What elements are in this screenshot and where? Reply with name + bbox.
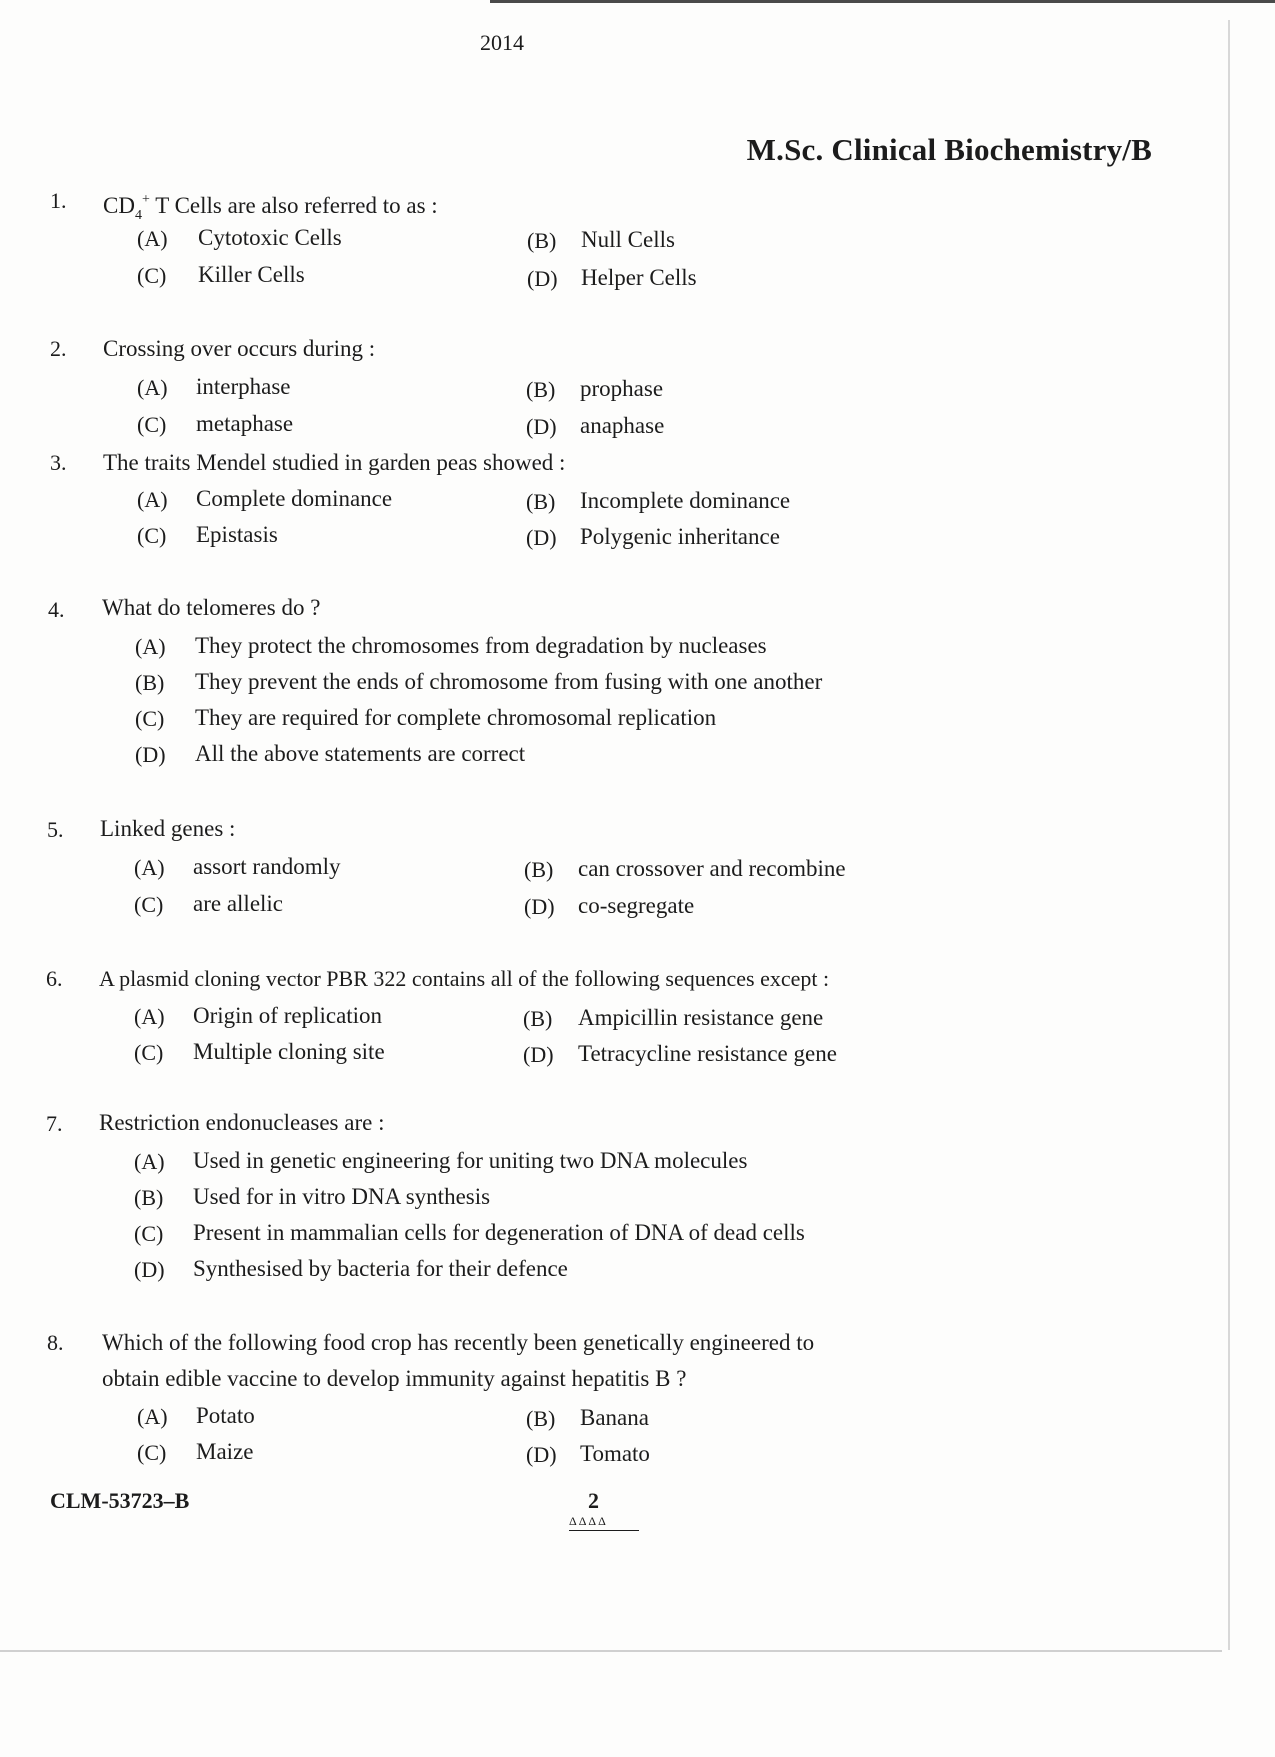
option-text: Ampicillin resistance gene [578, 1005, 824, 1030]
option-letter: (B) [135, 670, 165, 695]
question-stem: A plasmid cloning vector PBR 322 contains all of the following sequences except : [99, 966, 830, 991]
option-letter: (B) [526, 377, 556, 402]
option-text: Multiple cloning site [193, 1039, 385, 1064]
option-letter: (D) [526, 414, 557, 439]
page-marks: ΔΔΔΔ [569, 1514, 639, 1531]
option-text: They prevent the ends of chromosome from fusing with one another [195, 669, 823, 694]
question-number: 4. [48, 597, 65, 622]
page-number: 2 [588, 1488, 599, 1513]
option-letter: (C) [137, 263, 167, 288]
scan-top-edge [490, 0, 1275, 3]
option-letter: (A) [137, 1404, 168, 1429]
option-text: Complete dominance [196, 486, 393, 511]
option-text: Origin of replication [193, 1003, 383, 1028]
stem-superscript: + [141, 192, 150, 207]
option-text: Null Cells [581, 227, 675, 252]
stem-prefix: CD [103, 193, 135, 218]
option-text: Synthesised by bacteria for their defence [193, 1256, 568, 1281]
option-text: can crossover and recombine [578, 856, 846, 881]
option-text: Tetracycline resistance gene [578, 1041, 837, 1066]
option-letter: (D) [135, 742, 166, 767]
option-text: Helper Cells [581, 265, 697, 290]
option-letter: (C) [137, 1440, 167, 1465]
question-number: 7. [46, 1111, 63, 1136]
option-text: Polygenic inheritance [580, 524, 780, 549]
option-text: All the above statements are correct [195, 741, 526, 766]
option-letter: (D) [524, 894, 555, 919]
option-text: Tomato [580, 1441, 650, 1466]
option-letter: (C) [137, 412, 167, 437]
option-text: They protect the chromosomes from degradation by nucleases [195, 633, 767, 658]
option-letter: (D) [526, 525, 557, 550]
question-stem: Restriction endonucleases are : [99, 1110, 385, 1135]
option-letter: (C) [137, 523, 167, 548]
scan-right-edge [1228, 20, 1230, 1650]
option-text: Incomplete dominance [580, 488, 791, 513]
option-letter: (B) [526, 1406, 556, 1431]
scan-bottom-edge [0, 1650, 1222, 1652]
option-letter: (B) [134, 1185, 164, 1210]
stem-subscript: 4 [134, 208, 142, 223]
option-text: Used for in vitro DNA synthesis [193, 1184, 491, 1209]
option-text: Killer Cells [198, 262, 305, 287]
option-text: They are required for complete chromosomal replication [195, 705, 717, 730]
option-letter: (A) [135, 634, 166, 659]
option-text: Banana [580, 1405, 649, 1430]
question-stem-line-2: obtain edible vaccine to develop immunity against hepatitis B ? [102, 1366, 687, 1391]
question-number: 5. [47, 817, 64, 842]
stem-suffix: T Cells are also referred to as : [149, 193, 438, 218]
option-text: interphase [196, 374, 291, 399]
option-letter: (C) [135, 706, 165, 731]
option-letter: (B) [526, 489, 556, 514]
question-number: 8. [47, 1330, 64, 1355]
question-stem: What do telomeres do ? [102, 595, 321, 620]
exam-year: 2014 [480, 30, 524, 55]
question-stem-line-1: Which of the following food crop has recently been genetically engineered to [102, 1330, 815, 1355]
option-text: assort randomly [193, 854, 341, 879]
option-letter: (A) [134, 1004, 165, 1029]
option-letter: (A) [134, 855, 165, 880]
option-text: anaphase [580, 413, 665, 438]
option-letter: (B) [527, 228, 557, 253]
option-letter: (C) [134, 892, 164, 917]
option-letter: (D) [527, 266, 558, 291]
option-text: metaphase [196, 411, 294, 436]
option-letter: (B) [523, 1006, 553, 1031]
option-letter: (D) [526, 1442, 557, 1467]
question-stem: Linked genes : [100, 816, 236, 841]
option-text: Potato [196, 1403, 255, 1428]
option-letter: (C) [134, 1221, 164, 1246]
option-letter: (D) [134, 1257, 165, 1282]
option-text: co-segregate [578, 893, 695, 918]
option-text: Present in mammalian cells for degeneration of DNA of dead cells [193, 1220, 805, 1245]
option-letter: (A) [134, 1149, 165, 1174]
question-stem: The traits Mendel studied in garden peas showed : [103, 450, 566, 475]
option-letter: (A) [137, 487, 168, 512]
option-letter: (B) [524, 857, 554, 882]
option-letter: (C) [134, 1040, 164, 1065]
option-text: Maize [196, 1439, 254, 1464]
option-letter: (A) [137, 375, 168, 400]
question-number: 1. [50, 188, 67, 213]
option-text: Epistasis [196, 522, 278, 547]
option-text: are allelic [193, 891, 284, 916]
paper-code: CLM-53723–B [50, 1488, 190, 1513]
question-number: 2. [50, 336, 67, 361]
option-text: prophase [580, 376, 664, 401]
option-letter: (A) [137, 226, 168, 251]
option-text: Used in genetic engineering for uniting two DNA molecules [193, 1148, 748, 1173]
option-letter: (D) [523, 1042, 554, 1067]
paper-title: M.Sc. Clinical Biochemistry/B [746, 132, 1152, 167]
question-number: 3. [50, 450, 67, 475]
question-stem: Crossing over occurs during : [103, 336, 376, 361]
option-text: Cytotoxic Cells [198, 225, 342, 250]
question-number: 6. [46, 966, 63, 991]
